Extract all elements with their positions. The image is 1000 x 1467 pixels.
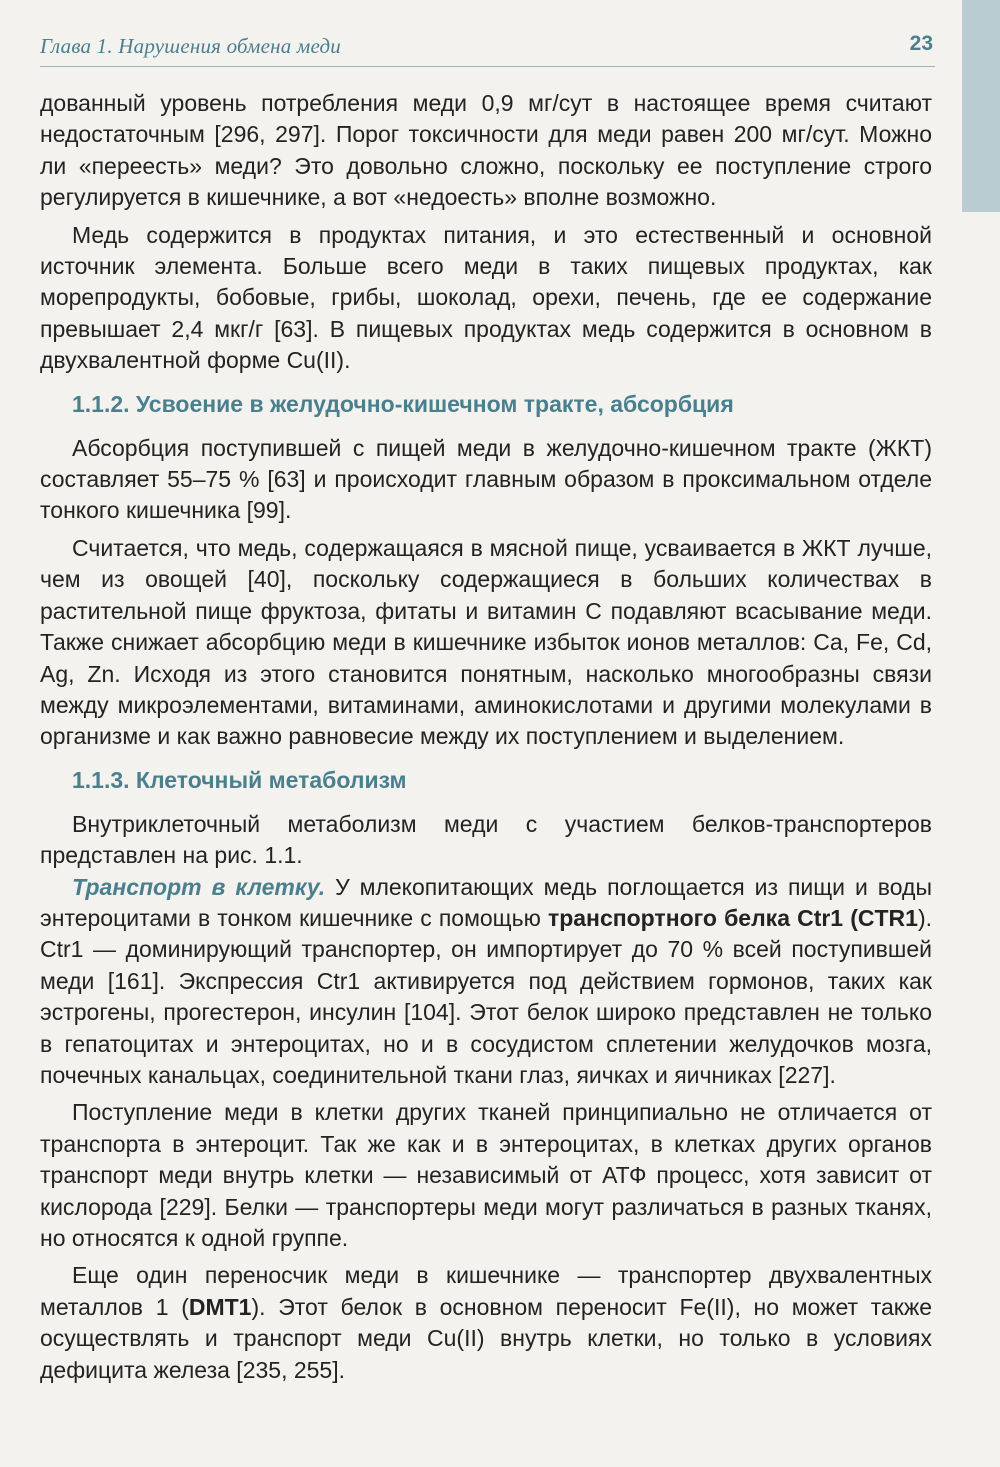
paragraph-absorption-factors: Считается, что медь, содержащаяся в мясной пище, усваивается в ЖКТ лучше, чем из овощей [40], поскольку содержащиеся в больших количествах в растительной пище фруктоза, фитаты и витамин C подавляют всасывание меди. Также снижает абсорбцию меди в кишечнике избыток ионов металлов: Ca, Fe, Cd, Ag, Zn. Исходя из этого становится понятным, насколько многообразны связи между микроэлементами, витаминами, аминокислотами и другими молекулами в организме и как важно равновесие между их поступлением и выделением. — [40, 534, 932, 750]
paragraph-other-tissues: Поступление меди в клетки других тканей принципиально не отличается от транспорта в энтероцит. Так же как и в энтероцитах, в клетках других органов транспорт меди внутрь клетки — независимый от АТФ процесс, хотя зависит от кислорода [229]. Белки — транспортеры меди могут различаться в разных тканях, но относятся к одной группе. — [40, 1099, 932, 1251]
paragraph-dmt1 — [40, 1260, 932, 1386]
section-heading-cell-metabolism: 1.1.3. Клеточный метаболизм — [72, 766, 407, 793]
text-span: ). Этот белок в основном переносит Fe(II), но может также осуществлять и транспорт меди Cu(II) внутрь клетки, но только в условиях дефицита железа [235, 255]. — [40, 1293, 933, 1383]
text-span: ). Ctr1 — доминирующий транспортер, он импортирует до 70 % всей поступившей меди [161]. Экспрессия Ctr1 активируется под действием гормонов, таких как эстрогены, прогестерон, инсулин [104]. Этот белок широко представлен не только в гепатоцитах и энтероцитах, но и в сосудистом сплетении желудочков мозга, почечных канальцах, соединительной ткани глаз, яичках и яичниках [227]. — [40, 904, 932, 1088]
bold-term-ctr1: транспортного белка Ctr1 (CTR1 — [547, 904, 918, 931]
chapter-thumb-tab — [962, 0, 1000, 212]
paragraph-continued: дованный уровень потребления меди 0,9 мг/сут в настоящее время считают недостаточным [296, 297]. Порог токсичности для меди равен 200 мг/сут. Можно ли «переесть» меди? Это довольно сложно, поскольку ее поступление строго регулируется в кишечнике, а вот «недоесть» вполне возможно. — [40, 90, 932, 211]
paragraph-transport-into-cell — [40, 872, 932, 1092]
run-in-heading: Транспорт в клетку. — [72, 873, 326, 900]
text-span: Еще один переносчик меди в кишечнике — транспортер двухвалентных металлов 1 ( — [40, 1262, 932, 1320]
page-number: 23 — [909, 32, 933, 55]
section-heading-absorption: 1.1.2. Усвоение в желудочно-кишечном тракте, абсорбция — [72, 390, 734, 417]
running-header — [40, 32, 935, 67]
chapter-title: Глава 1. Нарушения обмена меди — [40, 34, 341, 58]
text-span: У млекопитающих медь поглощается из пищи и воды энтероцитами в тонком кишечнике с помощью — [40, 873, 932, 931]
paragraph-intracellular: Внутриклеточный метаболизм меди с участием белков-транспортеров представлен на рис. 1.1. — [40, 810, 932, 869]
bold-term-dmt1: DMT1 — [188, 1293, 252, 1320]
page-body — [40, 88, 932, 1386]
paragraph-copper-sources: Медь содержится в продуктах питания, и это естественный и основной источник элемента. Больше всего меди в таких пищевых продуктах, как морепродукты, бобовые, грибы, шоколад, орехи, печень, где ее содержание превышает 2,4 мкг/г [63]. В пищевых продуктах медь содержится в основном в двухвалентной форме Cu(II). — [40, 221, 932, 374]
paragraph-absorption-rate: Абсорбция поступившей с пищей меди в желудочно-кишечном тракте (ЖКТ) составляет 55–75 % [63] и происходит главным образом в проксимальном отделе тонкого кишечника [99]. — [40, 434, 932, 524]
